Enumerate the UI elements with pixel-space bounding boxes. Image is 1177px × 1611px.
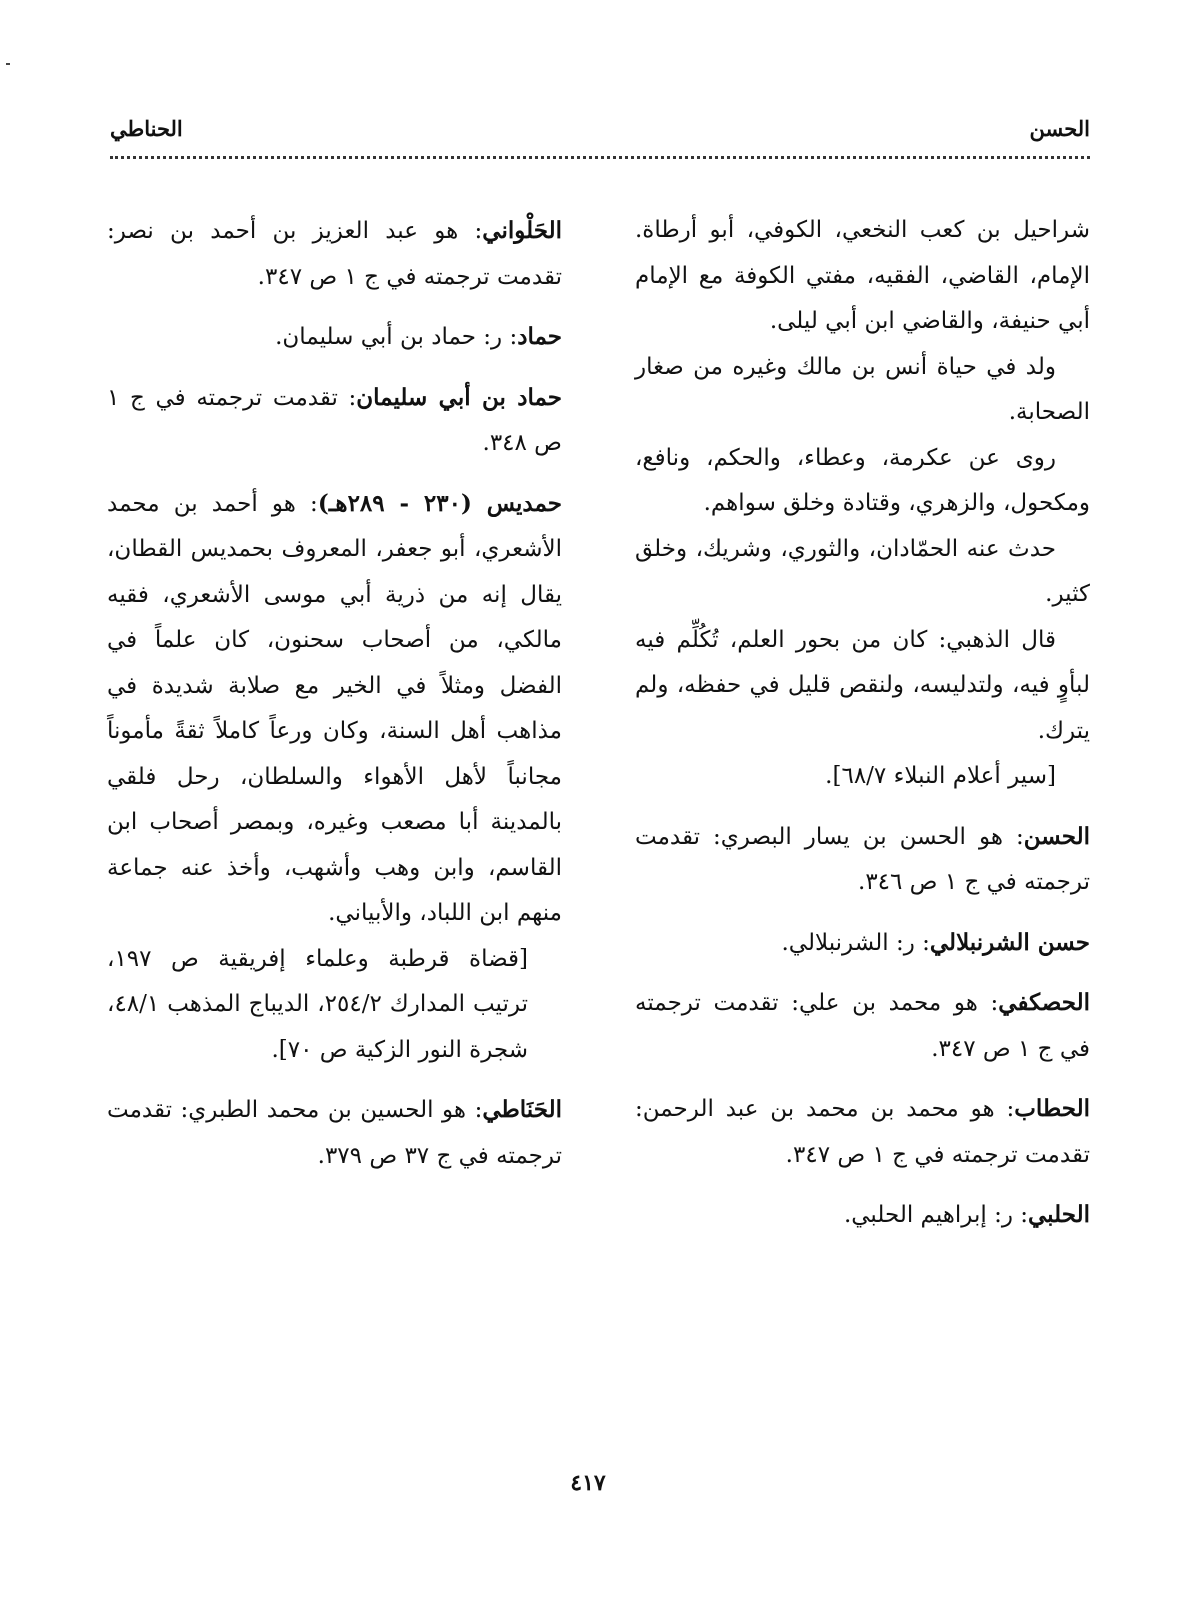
right-column (635, 208, 1090, 1253)
header-right-word: الحسن (1029, 115, 1090, 141)
entry-text: : ر: الشرنبلالي. (781, 929, 930, 956)
entry-term: الحطاب (1014, 1095, 1090, 1122)
paragraph: قال الذهبي: كان من بحور العلم، تُكُلِّم فيه لبأوٍ فيه، ولتدليسه، ولنقص قليل في حفظه، ولم يترك. (635, 626, 1090, 744)
entry-term: الحسن (1023, 822, 1090, 850)
entry-term: الحَنَاطي (482, 1096, 562, 1123)
entry-al-halabi (635, 1192, 1090, 1239)
entry-text: : ر: حماد بن أبي سليمان. (275, 324, 518, 350)
entry-al-halwani (107, 208, 562, 300)
entry-text: : هو أحمد بن محمد الأشعري، أبو جعفر، المعروف بحمديس القطان، يقال إنه من ذرية أبي موسى الأشعري، فقيه مالكي، من أصحاب سحنون، كان علماً في الفضل ومثلاً في الخير مع صلابة شديدة في مذاهب أهل السنة، وكان ورعاً كاملاً ثقةً مأموناً مجانباً لأهل الأهواء والسلطان، رحل فلقي بالمدينة أبا مصعب وغيره، وبمصر أصحاب ابن القاسم، وابن وهب وأشهب، وأخذ عنه جماعة منهم ابن اللباد، والأبياني. (107, 490, 562, 926)
entry-text: : تقدمت ترجمته في ج ١ ص ٣٤٨. (107, 384, 562, 456)
left-column (107, 208, 562, 1193)
entry-al-hasan (635, 814, 1090, 906)
entry-term: الحلبي (1028, 1201, 1090, 1228)
scan-mark (6, 63, 10, 65)
source-citation: [سير أعلام النبلاء ٦٨/٧]. (825, 763, 1056, 789)
page-number: ٤١٧ (570, 1470, 606, 1496)
paragraph: روى عن عكرمة، وعطاء، والحكم، ونافع، ومكحول، والزهري، وقتادة وخلق سواهم. (635, 444, 1090, 516)
entry-al-haskafi (635, 980, 1090, 1072)
entry-term: حسن الشرنبلالي (929, 928, 1090, 956)
entry-hammad-ibn-abi-sulayman (107, 375, 562, 467)
entry-term: الحصكفي (998, 989, 1090, 1016)
entry-hamdis (107, 481, 562, 1074)
entry-term: حماد (517, 323, 562, 350)
entry-shurayh (635, 208, 1090, 800)
entry-text: : هو عبد العزيز بن أحمد بن نصر: تقدمت ترجمته في ج ١ ص ٣٤٧. (107, 218, 562, 290)
entry-hasan-shurunbulali (635, 920, 1090, 967)
header-dotted-rule (110, 156, 1090, 159)
entry-hammad (107, 314, 562, 361)
header-left-word: الحناطي (110, 115, 183, 141)
entry-text: : هو محمد بن علي: تقدمت ترجمته في ج ١ ص ٣٤٧. (635, 990, 1090, 1062)
entry-term: حماد بن أبي سليمان (356, 383, 562, 411)
entry-text: : هو محمد بن محمد بن عبد الرحمن: تقدمت ترجمته في ج ١ ص ٣٤٧. (635, 1096, 1090, 1168)
paragraph: ولد في حياة أنس بن مالك وغيره من صغار الصحابة. (635, 353, 1090, 425)
entry-text: : هو الحسن بن يسار البصري: تقدمت ترجمته في ج ١ ص ٣٤٦. (635, 823, 1090, 895)
entry-term: الحَلْواني (482, 217, 562, 244)
entry-text: : هو الحسين بن محمد الطبري: تقدمت ترجمته في ج ٣٧ ص ٣٧٩. (107, 1097, 562, 1169)
entry-term: حمديس (٢٣٠ - ٢٨٩هـ) (317, 489, 563, 517)
entry-text: : ر: إبراهيم الحلبي. (843, 1202, 1029, 1228)
paragraph: شراحيل بن كعب النخعي، الكوفي، أبو أرطاة. الإمام، القاضي، الفقيه، مفتي الكوفة مع الإمام أبي حنيفة، والقاضي ابن أبي ليلى. (635, 217, 1090, 334)
running-header (110, 112, 1090, 144)
source-citation: [قضاة قرطبة وعلماء إفريقية ص ١٩٧، ترتيب المدارك ٢٥٤/٢، الديباج المذهب ٤٨/١، شجرة النور الزكية ص ٧٠]. (107, 945, 528, 1063)
entry-al-hattab (635, 1086, 1090, 1178)
paragraph: حدث عنه الحمّادان، والثوري، وشريك، وخلق كثير. (635, 535, 1090, 607)
entry-al-hanati (107, 1087, 562, 1179)
